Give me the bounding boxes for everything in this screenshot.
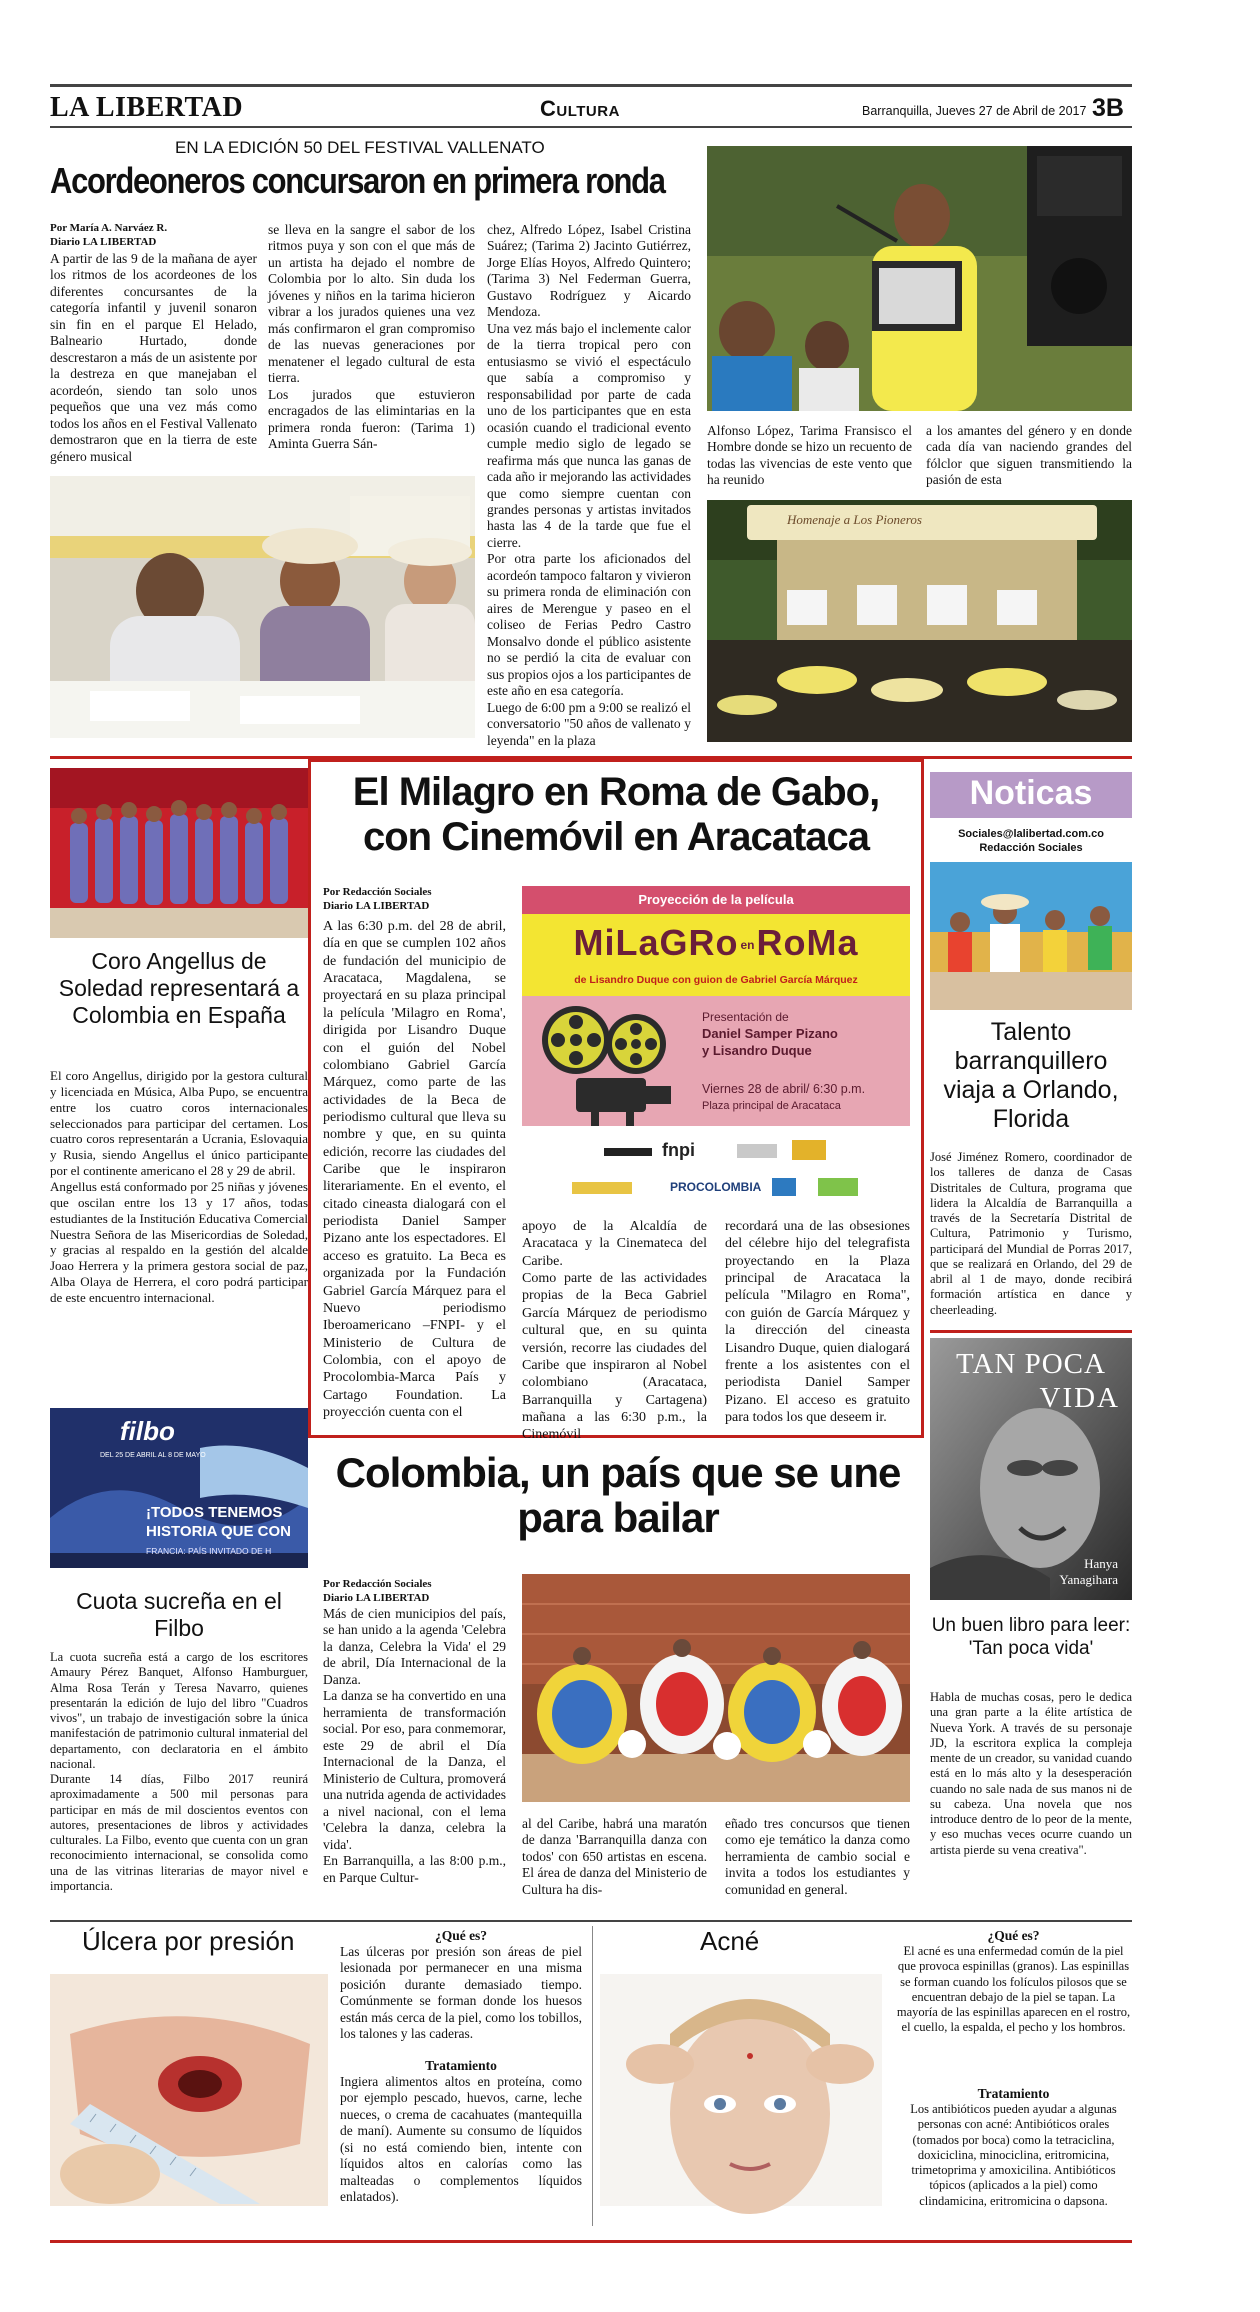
filbo-dates: DEL 25 DE ABRIL AL 8 DE MAYO bbox=[100, 1452, 206, 1459]
article1-title: Acordeoneros concursaron en primera ronda bbox=[50, 160, 665, 201]
milagro-title: El Milagro en Roma de Gabo, con Cinemóvil en Aracataca bbox=[352, 770, 880, 859]
dancers-crowd-photo bbox=[930, 862, 1132, 1010]
article1-col2: se lleva en la sangre el sabor de los ritmos puya y son con el que más de un artista ha dejado el nombre de Colombia por lo alto. Sin duda los jóvenes y niños en la tarima hicieron vibrar a los jurados quienes una vez más confirmaron el gran compromiso de las nuevas generaciones por menatener el legado cultural de esta tierra. Los jurados que estuvieron encragados de las elimintarias en la primera ronda fueron: (Tarima 1) Aminta Guerra Sán- bbox=[268, 222, 475, 452]
sponsor-logo-small3 bbox=[818, 1178, 858, 1196]
noticas-title: Noticas bbox=[969, 774, 1093, 812]
sponsor-logo-left bbox=[604, 1148, 652, 1156]
dancers-photo bbox=[522, 1574, 910, 1802]
accordion-player-photo bbox=[707, 146, 1132, 411]
filbo-ad bbox=[50, 1408, 308, 1568]
acne-title: Acné bbox=[700, 1926, 760, 1956]
poster-title-b: RoMa bbox=[756, 922, 859, 963]
filbo-line2: HISTORIA QUE CON bbox=[146, 1523, 292, 1540]
milagro-col2: apoyo de la Alcaldía de Aracataca y la Cinemateca del Caribe. Como parte de las actividades propias de la Beca Gabriel García Márquez de periodismo cultural que, en su quinta versión, recorre las ciudades del Caribe que inspiraron al Nobel colombiano (Aracataca, Barranquilla y Cartagena) mañana a las 6:30 p.m., la Cinemóvil bbox=[522, 1219, 707, 1443]
ulcera-body1: Las úlceras por presión son áreas de piel lesionada por permanecer en una misma posición durante demasiado tiempo. Comúnmente se forman donde los huesos están más cerca de la piel, como los tobillos, los talones y las caderas. bbox=[340, 1944, 582, 2042]
libro-body: Habla de muchas cosas, pero le dedica una gran parte a la élite artística de Nueva York. A través de su personaje JD, la escritora explica la compleja mente de un creador, su vanidad cuando está en lo más alto y la desesperación cuando no sale nada de sus manos ni de su cabeza. Una novela que nos introduce dentro de lo peor de la mente, y eso muchas veces ocurre cuando un artista pierde su vena creativa". bbox=[930, 1690, 1132, 1857]
milagro-col3: recordará una de las obsesiones del célebre hijo del telegrafista proyectando en la Plaza principal de Aracataca la película "Milagro en Roma", con guión de García Márquez y la dirección del cineasta Lisandro Duque, quien dialogará frente a los asistentes con el periodista Daniel Samper Pizano. El acceso es gratuito para todos los que deseem ir. bbox=[725, 1219, 910, 1425]
article1-col1: A partir de las 9 de la mañana de ayer los ritmos de los acordeones de los diferentes concursantes de la categoría infantil y juvenil sonaron sin fin en el parque El Helado, Balneario Hurtado, donde descrestaron a más de un asistente por la destreza en que manejaban el acordeón, siendo tan solo unos pequeños que una vez más como todos los años en el Festival Vallenato demostraron que en la tierra de este género musical bbox=[50, 251, 257, 464]
milagro-poster bbox=[522, 886, 910, 1208]
book-cover-title1: TAN POCA bbox=[956, 1348, 1106, 1380]
jurors-photo bbox=[50, 476, 475, 738]
book-cover-author1: Hanya bbox=[1084, 1556, 1118, 1571]
section-name: Cultura bbox=[540, 96, 620, 121]
libro-title: Un buen libro para leer: 'Tan poca vida' bbox=[931, 1615, 1131, 1660]
noticas-dept: Redacción Sociales bbox=[979, 842, 1083, 854]
ulcera-photo bbox=[50, 1974, 328, 2206]
filbo-body: La cuota sucreña está a cargo de los escritores Amaury Pérez Banquet, Alfonso Hamburguer, Alma Rosa Terán y Teresa Navarro, quienes presentarán la edición de lujo del libro "Cuadros vivos", un trabajo de investigación sobre la única manifestación de patrimonio cultural inmaterial del departamento, con declaratoria en el ámbito nacional. Durante 14 días, Filbo 2017 reunirá aproximadamente a 500 mil personas para participar en más de mil doscientos eventos con autores, presentaciones de libros y actividades culturales. La Filbo, evento que cuenta con un gran reconocimiento internacional, se consolida como una de las vitrinas literarias de mayor nivel e importancia. bbox=[50, 1650, 308, 1893]
milagro-byline bbox=[323, 886, 523, 914]
masthead: LA LIBERTAD bbox=[50, 92, 244, 123]
article1-col3: chez, Alfredo López, Isabel Cristina Suárez; (Tarima 2) Jacinto Gutiérrez, Jorge Elías Hoyos, Alfredo Quintero; (Tarima 3) Nel Federman Guerra, Gustavo Rodríguez y Aicardo Mendoza. Una vez más bajo el inclemente calor de la tierra tropical pero con entusiasmo se vivió el espectáculo que sabía a compromiso y responsabilidad por parte de cada uno de los participantes que en esta ocasión cuando el tradicional evento cumple medio siglo de legado se reafirma más que nunca las ganas de cada año ir mejorando las actividades que como siempre cuentan con grandes personas y artistas invitados hasta las 4 de la tarde que fue el cierre. Por otra parte los aficionados del acordeón tampoco faltaron y vivieron su primera ronda de eliminación con aires de Merengue y paseo en el coliseo de Ferias Pedro Castro Monsalvo donde el público asistente no se perdió la cita de evaluar con sus propios ojos a los participantes de este año en esa categoría. Luego de 6:00 pm a 9:00 se realizó el conversatorio "50 años de vallenato y leyenda" en la plaza bbox=[487, 222, 691, 748]
noticas-body: José Jiménez Romero, coordinador de los talleres de danza de Casas Distritales de Cultura, programa que lidera la Alcaldía de Barranquilla a través de la Secretaría Distrital de Cultura, Patrimonio y Turismo, participará del Mundial de Porras 2017, que se realizará en Orlando, del 29 de abril al 1 de mayo, donde recibirá formación artística en dance y cheerleading. bbox=[930, 1150, 1132, 1317]
filbo-line3: FRANCIA: PAÍS INVITADO DE H bbox=[146, 1546, 272, 1556]
colombia-col2: al del Caribe, habrá una maratón de danza 'Barranquilla danza con todos' con 650 artistas en escena. El área de danza del Ministerio de Cultura ha dis- bbox=[522, 1816, 707, 1897]
poster-subtitle: de Lisandro Duque con guion de Gabriel García Márquez bbox=[574, 974, 858, 986]
procolombia-logo: PROCOLOMBIA bbox=[670, 1180, 762, 1194]
colombia-byline bbox=[323, 1578, 523, 1606]
coro-photo bbox=[50, 768, 308, 938]
poster-pres2: Daniel Samper Pizano bbox=[702, 1026, 838, 1041]
byline-author: Por Redacción Sociales bbox=[323, 1578, 432, 1590]
acne-body2: Los antibióticos pueden ayudar a algunas personas con acné: Antibióticos orales (tomados por boca) como la tetraciclina, doxiciclina, minociclina, eritromicina, trimetoprima y amoxicilina. Antibióticos tópicos (aplicados a la piel) como clindamicina, eritromicina o dapsona. bbox=[910, 2102, 1117, 2208]
byline-paper: Diario LA LIBERTAD bbox=[323, 1591, 430, 1604]
filbo-line1: ¡TODOS TENEMOS bbox=[146, 1504, 283, 1521]
ulcera-title: Úlcera por presión bbox=[82, 1926, 295, 1956]
article1-kicker: EN LA EDICIÓN 50 DEL FESTIVAL VALLENATO bbox=[175, 138, 545, 157]
sponsor-logo-mincultura bbox=[792, 1140, 826, 1160]
ulcera-treatment: Tratamiento bbox=[425, 2058, 497, 2073]
article1-col5: a los amantes del género y en donde cada día van naciendo grandes del fólclor que siguen transmitiendo la pasión de esta bbox=[926, 423, 1132, 488]
poster-top-text: Proyección de la película bbox=[638, 892, 794, 907]
byline-paper: Diario LA LIBERTAD bbox=[323, 899, 430, 912]
noticas-email: Sociales@lalibertad.com.co bbox=[958, 828, 1104, 840]
poster-when2: Plaza principal de Aracataca bbox=[702, 1100, 841, 1112]
sponsor-logo-small2 bbox=[772, 1178, 796, 1196]
poster-title-a: MiLaGRo bbox=[573, 922, 739, 963]
colombia-col3: eñado tres concursos que tienen como eje temático la danza como herramienta de cambio social e invita a todos los estudiantes y comunidad en general. bbox=[725, 1816, 910, 1897]
byline-author: Por Redacción Sociales bbox=[323, 886, 432, 898]
ulcera-question: ¿Qué es? bbox=[434, 1928, 488, 1943]
acne-treatment: Tratamiento bbox=[977, 2086, 1050, 2101]
book-cover-title2: VIDA bbox=[1039, 1382, 1120, 1414]
acne-photo bbox=[600, 1974, 882, 2206]
poster-film-title bbox=[522, 922, 910, 964]
issue-date: Barranquilla, Jueves 27 de Abril de 2017 bbox=[862, 104, 1087, 118]
poster-pres3: y Lisandro Duque bbox=[702, 1043, 812, 1058]
article1-byline bbox=[50, 222, 255, 250]
noticas-headline: Talento barranquillero viaja a Orlando, Florida bbox=[943, 1018, 1119, 1133]
coro-body: El coro Angellus, dirigido por la gestora cultural y licenciada en Música, Alba Pupo, se encuentra entre los cuatro coros internacionales seleccionados para participar del certamen. Los cuatro coros representarán a Ucrania, Eslovaquia y Rusia, siendo Angellus el único participante por el continente americano el 28 y 29 de abril. Angellus está conformado por 25 niñas y jóvenes que oscilan entre los 13 y 17 años, todas estudiantes de la Institución Educativa Comercial Nuestra Señora de las Misericordias de Soledad, y gracias al respaldo en la gestión del alcalde Joao Herrera y la primera gestora social de paz, Alba Olaya de Herrera, el coro podrá participar de este encuentro internacional. bbox=[50, 1068, 308, 1306]
sponsor-logo-small1 bbox=[572, 1182, 632, 1194]
poster-title-en: en bbox=[740, 937, 755, 952]
filbo-title: Cuota sucreña en el Filbo bbox=[76, 1588, 282, 1642]
milagro-col1: A las 6:30 p.m. del 28 de abril, día en que se cumplen 102 años de fundación del municipio de Aracataca, Magdalena, se proyectará en su plaza principal la película 'Milagro en Roma', dirigida por Lisandro Duque con el guión del Nobel colombiano Gabriel García Márquez, como parte de las actividades de la Beca de periodismo cultural que lleva su nombre y que, en su quinta edición, recorre las ciudades del Caribe que le inspiraron literariamente. En el evento, el citado cineasta dialogará con el periodista Daniel Samper Pizano ante los espectadores. El acceso es gratuito. La Beca es organizada por la Fundación Gabriel García Márquez para el Nuevo periodismo Iberoamericano –FNPI- y el Ministerio de Cultura de Colombia, con el apoyo de Procolombia-Marca País y Cartago Foundation. La proyección cuenta con el bbox=[323, 919, 506, 1421]
book-cover-author2: Yanagihara bbox=[1059, 1572, 1118, 1587]
byline-author: Por María A. Narváez R. bbox=[50, 222, 168, 234]
film-reel-icon bbox=[536, 1000, 686, 1130]
conversatorio-banner-text: Homenaje a Los Pioneros bbox=[787, 512, 922, 527]
sponsor-logo-right bbox=[737, 1144, 777, 1158]
acne-body1: El acné es una enfermedad común de la piel que provoca espinillas (granos). Las espinillas se forman cuando los folículos pilosos que se encuentran debajo de la piel se tapan. La mayoría de las espinillas aparecen en el rostro, el cuello, la espalda, el pecho y los hombros. bbox=[896, 1944, 1131, 2035]
fnpi-logo: fnpi bbox=[662, 1140, 695, 1160]
poster-pres1: Presentación de bbox=[702, 1010, 789, 1024]
conversatorio-photo bbox=[707, 500, 1132, 742]
article1-col4: Alfonso López, Tarima Fransisco el Hombre donde se hizo un recuento de todas las vivencias de este vento que ha reunido bbox=[707, 423, 912, 488]
colombia-col1: Más de cien municipios del país, se han unido a la agenda 'Celebra la danza, Celebra la Vida' el 29 de abril, Día Internacional de la Danza. La danza se ha convertido en una herramienta de transformación social. Por eso, para conmemorar, este 29 de abril el Día Internacional de la Danza, el Ministerio de Cultura, promoverá una nutrida agenda de actividades a nivel nacional, con el lema 'Celebra la danza, celebra la vida'. En Barranquilla, a las 8:00 p.m., en Parque Cultur- bbox=[323, 1606, 506, 1885]
page-number: 3B bbox=[1092, 94, 1124, 122]
book-cover bbox=[930, 1338, 1132, 1600]
ulcera-body2: Ingiera alimentos altos en proteína, como por ejemplo pescado, huevos, carne, leche nueces, o crema de cacahuates (mantequilla de maní). Aumente su consumo de líquidos (si no está comiendo bien, intente con líquidos altos en calorías como las malteadas o complementos líquidos enlatados). bbox=[340, 2074, 582, 2205]
acne-question: ¿Qué es? bbox=[987, 1928, 1040, 1943]
byline-paper: Diario LA LIBERTAD bbox=[50, 235, 157, 248]
colombia-title: Colombia, un país que se une para bailar bbox=[335, 1449, 901, 1542]
coro-title: Coro Angellus de Soledad representará a Colombia en España bbox=[58, 948, 300, 1029]
poster-when1: Viernes 28 de abril/ 6:30 p.m. bbox=[702, 1082, 866, 1096]
filbo-logo: filbo bbox=[120, 1416, 175, 1446]
